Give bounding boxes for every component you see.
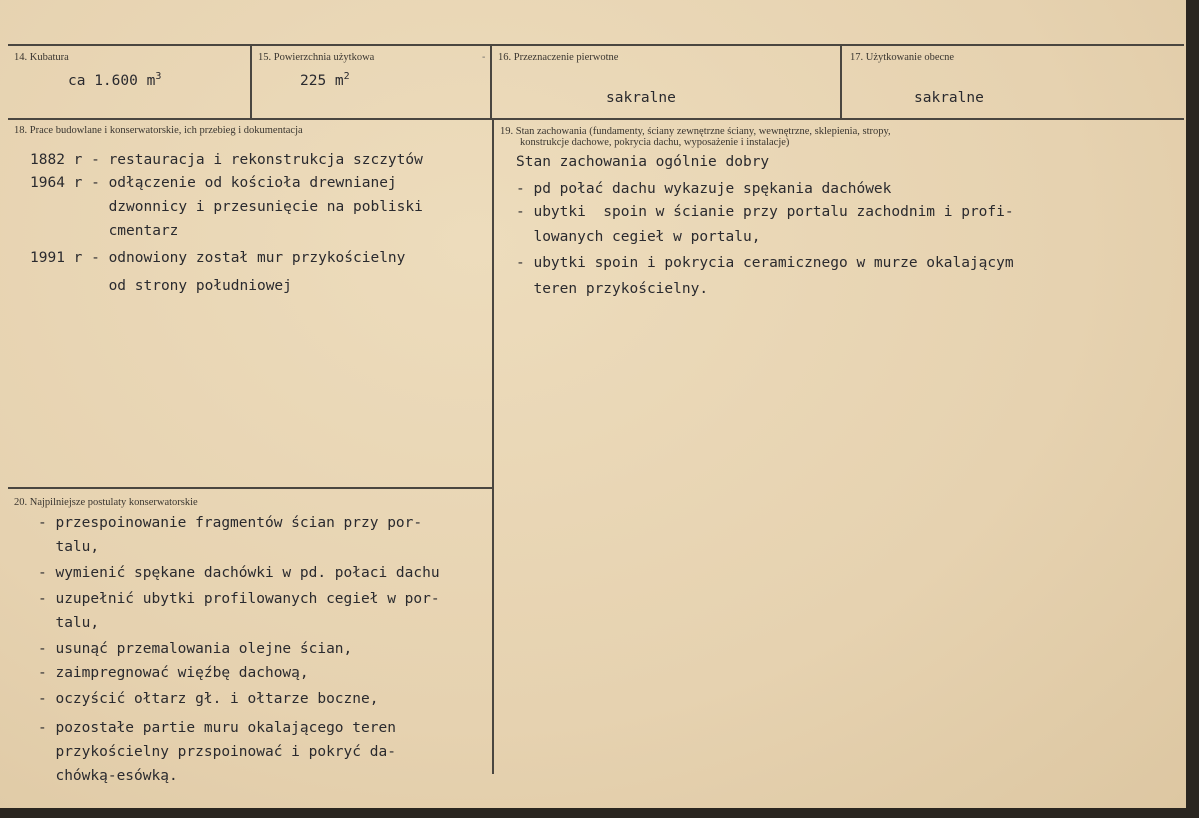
s20-line: chówką-esówką. [38, 768, 178, 784]
section-18-bottom-rule [8, 487, 494, 489]
divider-14-15 [250, 45, 252, 119]
s20-line: - oczyścić ołtarz gł. i ołtarze boczne, [38, 691, 379, 707]
s18-line: 1964 r - odłączenie od kościoła drewnianej [30, 175, 397, 191]
s18-line: 1882 r - restauracja i rekonstrukcja szczytów [30, 152, 423, 168]
s20-line: - pozostałe partie muru okalającego teren [38, 720, 396, 736]
s19-line: - ubytki spoin i pokrycia ceramicznego w murze okalającym [516, 255, 1014, 271]
top-rule [8, 44, 1184, 46]
field-16-value: sakralne [606, 90, 676, 106]
main-column-divider [492, 118, 494, 774]
field-17-label: 17. Użytkowanie obecne [850, 52, 955, 63]
tick-mark: - [482, 52, 486, 63]
s20-line: talu, [38, 615, 100, 631]
section-18-label: 18. Prace budowlane i konserwatorskie, ich przebieg i dokumentacja [14, 125, 303, 136]
section-19-label: 19. Stan zachowania (fundamenty, ściany zewnętrzne ściany, wewnętrzne, sklepienia, stropy, [500, 126, 891, 137]
s19-line: lowanych cegieł w portalu, [516, 229, 761, 245]
section-20-label: 20. Najpilniejsze postulaty konserwatorskie [14, 497, 198, 508]
s20-line: - przespoinowanie fragmentów ścian przy por- [38, 515, 423, 531]
s18-line: 1991 r - odnowiony został mur przykościelny [30, 250, 406, 266]
s19-line: - pd połać dachu wykazuje spękania dachówek [516, 181, 892, 197]
s19-line: teren przykościelny. [516, 281, 709, 297]
field-15-label: 15. Powierzchnia użytkowa [258, 52, 375, 63]
field-16-label: 16. Przeznaczenie pierwotne [498, 52, 619, 63]
field-17-value: sakralne [914, 90, 984, 106]
s18-line: od strony południowej [30, 278, 292, 294]
s20-line: - uzupełnić ubytki profilowanych cegieł w por- [38, 591, 440, 607]
divider-15-16 [490, 45, 492, 119]
divider-16-17 [840, 45, 842, 119]
field-14-value: ca 1.600 $m^3$ [68, 71, 162, 89]
s18-line: cmentarz [30, 223, 179, 239]
field-15-value: 225 $m^2$ [300, 71, 350, 89]
section-19-label-cont: konstrukcje dachowe, pokrycia dachu, wyposażenie i instalacje) [520, 137, 790, 148]
header-bottom-rule [8, 118, 1184, 120]
field-14-label: 14. Kubatura [14, 52, 69, 63]
s20-line: - zaimpregnować więźbę dachową, [38, 665, 309, 681]
s20-line: talu, [38, 539, 100, 555]
s19-line: Stan zachowania ogólnie dobry [516, 154, 770, 170]
s20-line: - usunąć przemalowania olejne ścian, [38, 641, 353, 657]
s20-line: - wymienić spękane dachówki w pd. połaci dachu [38, 565, 440, 581]
s18-line: dzwonnicy i przesunięcie na pobliski [30, 199, 423, 215]
s19-line: - ubytki spoin w ścianie przy portalu zachodnim i profi- [516, 204, 1014, 220]
s20-line: przykościelny przspoinować i pokryć da- [38, 744, 396, 760]
